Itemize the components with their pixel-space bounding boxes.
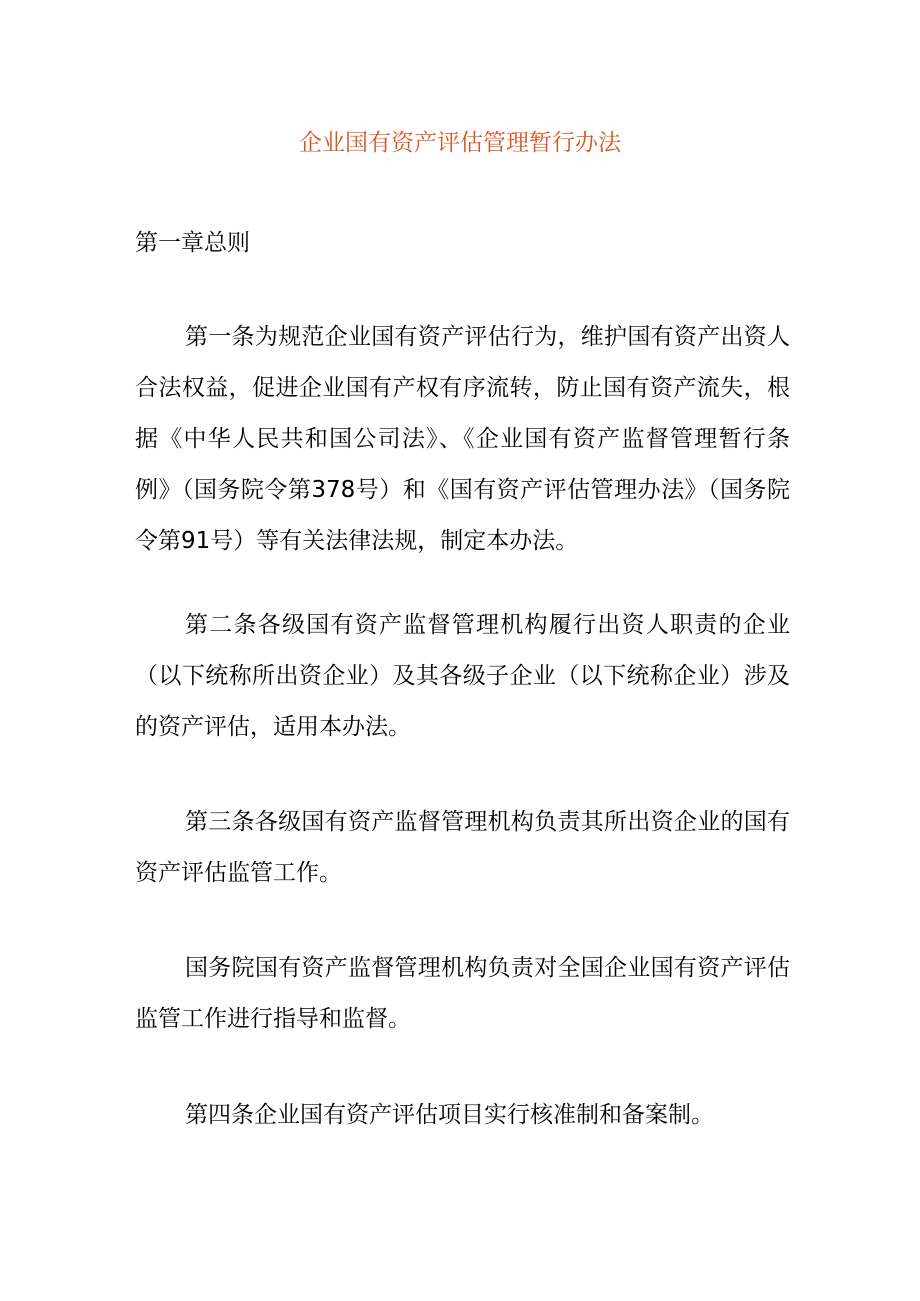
article-4-paragraph: 第四条企业国有资产评估项目实行核准制和备案制。 <box>185 1102 714 1128</box>
chapter-heading: 第一章总则 <box>135 230 250 256</box>
article-1-paragraph: 第一条为规范企业国有资产评估行为，维护国有资产出资人合法权益，促进企业国有产权有序流转，防止国有资产流失，根据《中华人民共和国公司法》、《企业国有资产监督管理暂行条例》（国务院令第378号）和《国有资产评估管理办法》（国务院令第91号）等有关法律法规，制定本办法。 <box>135 324 790 554</box>
document-title: 企业国有资产评估管理暂行办法 <box>299 130 621 156</box>
article-2-paragraph: 第二条各级国有资产监督管理机构履行出资人职责的企业（以下统称所出资企业）及其各级子企业（以下统称企业）涉及的资产评估，适用本办法。 <box>135 612 790 740</box>
article-3-paragraph: 第三条各级国有资产监督管理机构负责其所出资企业的国有资产评估监管工作。 <box>135 809 790 886</box>
article-3-supplement-paragraph: 国务院国有资产监督管理机构负责对全国企业国有资产评估监管工作进行指导和监督。 <box>135 955 790 1032</box>
